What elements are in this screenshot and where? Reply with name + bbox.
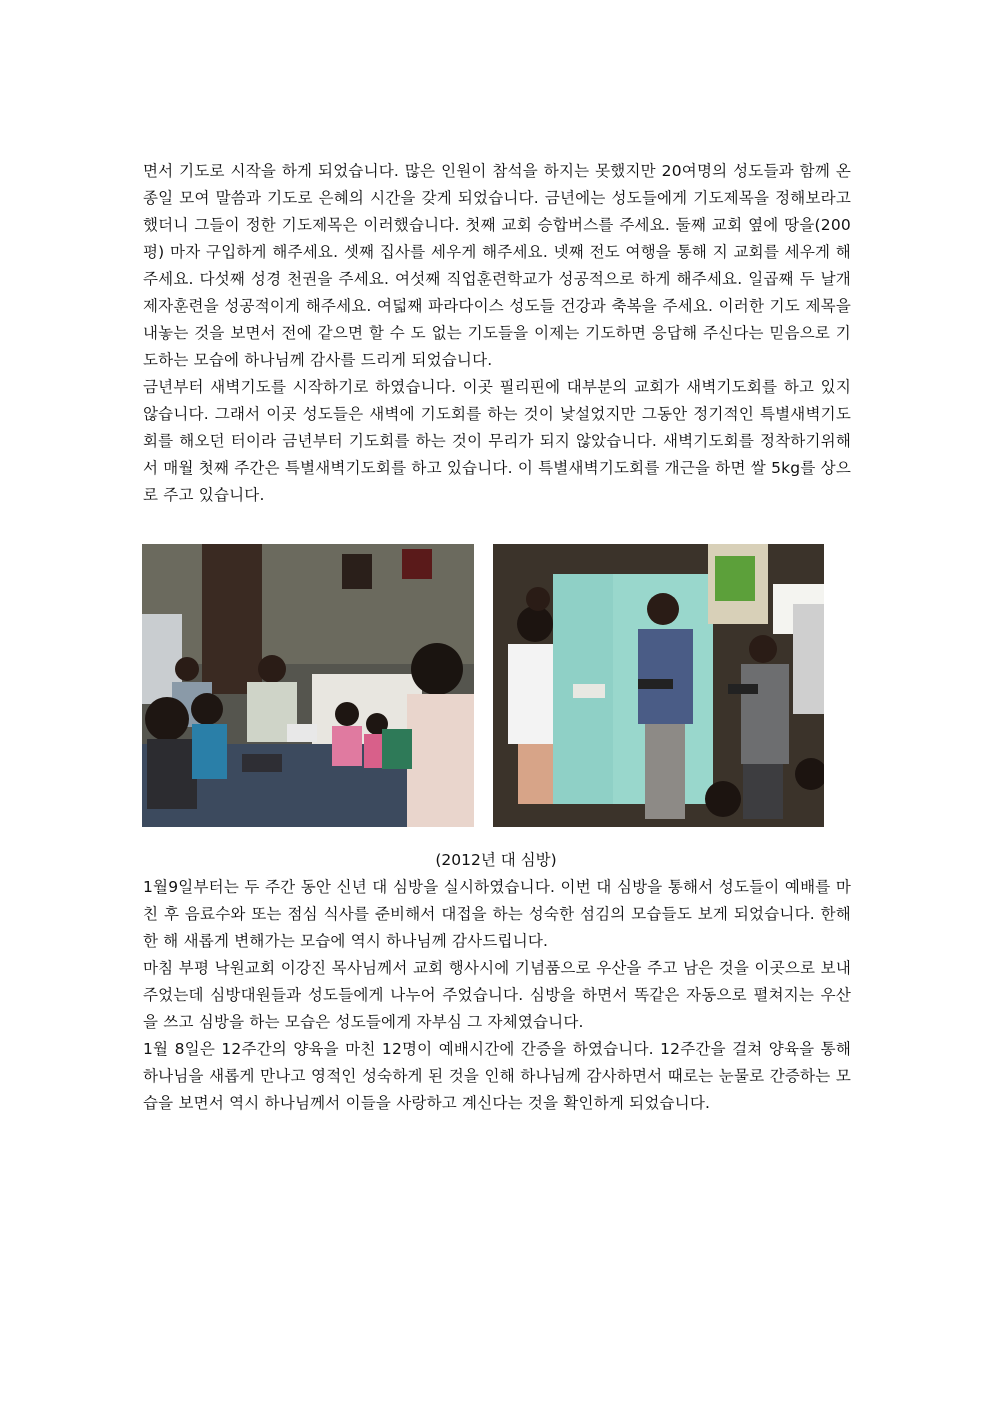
text-block-bottom (143, 874, 851, 1117)
text-block-top (143, 158, 851, 509)
photo-caption: (2012년 대 심방) (435, 851, 557, 869)
paragraph-dawn-prayer: 금년부터 새벽기도를 시작하기로 하였습니다. 이곳 필리핀에 대부분의 교회가 새벽기도회를 하고 있지 않습니다. 그래서 이곳 성도들은 새벽에 기도회를 하는 것이 낯설었지만 그동안 정기적인 특별새벽기도회를 해오던 터이라 금년부터 기도회를 하는 것이 무리가 되지 않았습니다. 새벽기도회를 정착하기위해서 매월 첫째 주간은 특별새벽기도회를 하고 있습니다. 이 특별새벽기도회를 개근을 하면 쌀 5kg를 상으로 주고 있습니다. (143, 378, 851, 504)
paragraph-prayer-topics: 면서 기도로 시작을 하게 되었습니다. 많은 인원이 참석을 하지는 못했지만 20여명의 성도들과 함께 온 종일 모여 말씀과 기도로 은혜의 시간을 갖게 되었습니다. 금년에는 성도들에게 기도제목을 정해보라고 했더니 그들이 정한 기도제목은 이러했습니다. 첫째 교회 승합버스를 주세요. 둘째 교회 옆에 땅을(200평) 마자 구입하게 해주세요. 셋째 집사를 세우게 해주세요. 넷째 전도 여행을 통해 지 교회를 세우게 해주세요. 다섯째 성경 천권을 주세요. 여섯째 직업훈련학교가 성공적으로 하게 해주세요. 일곱째 두 날개 제자훈련을 성공적이게 해주세요. 여덟째 파라다이스 성도들 건강과 축복을 주세요. 이러한 기도 제목을 내놓는 것을 보면서 전에 같으면 할 수 도 없는 기도들을 이제는 기도하면 응답해 주신다는 믿음으로 기도하는 모습에 하나님께 감사를 드리게 되었습니다. (143, 162, 851, 369)
paragraph-new-year-visit: 1월9일부터는 두 주간 동안 신년 대 심방을 실시하였습니다. 이번 대 심방을 통해서 성도들이 예배를 마친 후 음료수와 또는 점심 식사를 준비해서 대접을 하는 성숙한 섬김의 모습들도 보게 되었습니다. 한해 한 해 새롭게 변해가는 모습에 역시 하나님께 감사드립니다. (143, 878, 851, 950)
paragraph-umbrella-gift: 마침 부평 낙원교회 이강진 목사님께서 교회 행사시에 기념품으로 우산을 주고 남은 것을 이곳으로 보내 주었는데 심방대원들과 성도들에게 나누어 주었습니다. 심방을 하면서 똑같은 자동으로 펼쳐지는 우산을 쓰고 심방을 하는 모습은 성도들에게 자부심 그 자체였습니다. (143, 959, 851, 1031)
photo-home-visit (142, 544, 474, 827)
paragraph-testimony: 1월 8일은 12주간의 양육을 마친 12명이 예배시간에 간증을 하였습니다. 12주간을 걸쳐 양육을 통해 하나님을 새롭게 만나고 영적인 성숙하게 된 것을 인해 하나님께 감사하면서 때로는 눈물로 간증하는 모습을 보면서 역시 하나님께서 이들을 사랑하고 계신다는 것을 확인하게 되었습니다. (143, 1040, 851, 1112)
photo-store-visit (493, 544, 824, 827)
